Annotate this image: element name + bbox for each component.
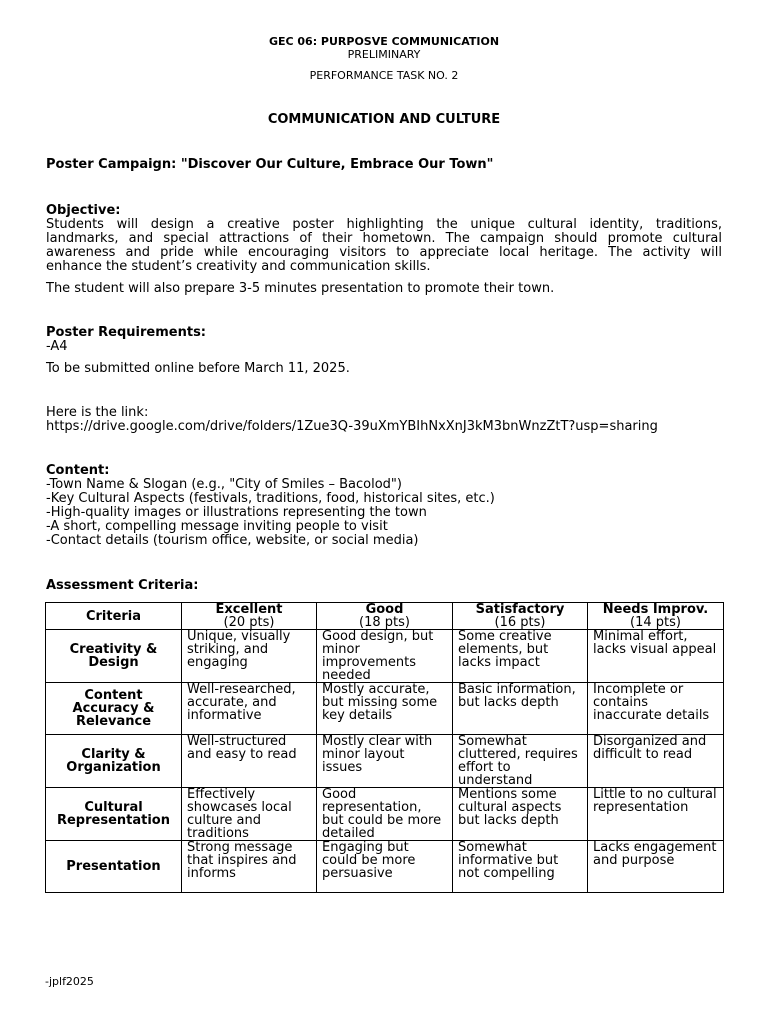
criteria-cell: Content Accuracy & Relevance: [46, 683, 182, 735]
table-row: [46, 630, 724, 683]
content-item: -Contact details (tourism office, website, or social media): [46, 533, 419, 548]
rubric-cell: Little to no cultural representation: [588, 788, 724, 841]
rubric-cell: Some creative elements, but lacks impact: [453, 630, 588, 683]
objective-line: enhance the student’s creativity and communication skills.: [46, 259, 431, 274]
objective-line: landmarks, and special attractions of their hometown. The campaign should promote cultural: [46, 231, 722, 246]
submission-link[interactable]: https://drive.google.com/drive/folders/1Zue3Q-39uXmYBIhNxXnJ3kM3bnWnzZtT?usp=sharing: [46, 419, 658, 434]
document-title: COMMUNICATION AND CULTURE: [267, 112, 501, 127]
poster-size: -A4: [46, 339, 68, 354]
header-satisfactory: Satisfactory (16 pts): [453, 603, 588, 630]
assessment-heading: Assessment Criteria:: [46, 578, 199, 593]
rubric-cell: Mostly accurate, but missing some key details: [317, 683, 453, 735]
criteria-cell: Presentation: [46, 841, 182, 893]
objective-line: Students will design a creative poster highlighting the unique cultural identity, traditions,: [46, 217, 722, 232]
rubric-cell: Mentions some cultural aspects but lacks depth: [453, 788, 588, 841]
rubric-cell: Good representation, but could be more detailed: [317, 788, 453, 841]
header-good: Good (18 pts): [317, 603, 453, 630]
header-criteria: Criteria: [46, 603, 182, 630]
rubric-header-row: [46, 603, 724, 630]
rubric-cell: Basic information, but lacks depth: [453, 683, 588, 735]
rubric-cell: Incomplete or contains inaccurate details: [588, 683, 724, 735]
rubric-cell: Unique, visually striking, and engaging: [182, 630, 317, 683]
table-row: [46, 788, 724, 841]
content-item: -High-quality images or illustrations representing the town: [46, 505, 427, 520]
content-item: -Key Cultural Aspects (festivals, traditions, food, historical sites, etc.): [46, 491, 495, 506]
content-item: -Town Name & Slogan (e.g., "City of Smiles – Bacolod"): [46, 477, 402, 492]
footer-signature: -jplf2025: [45, 975, 94, 988]
table-row: [46, 735, 724, 788]
course-title: GEC 06: PURPOSVE COMMUNICATION: [268, 35, 500, 48]
content-heading: Content:: [46, 463, 110, 478]
table-row: [46, 683, 724, 735]
link-label: Here is the link:: [46, 405, 149, 420]
header-needs-improvement: Needs Improv. (14 pts): [588, 603, 724, 630]
rubric-cell: Engaging but could be more persuasive: [317, 841, 453, 893]
rubric-cell: Disorganized and difficult to read: [588, 735, 724, 788]
header-excellent: Excellent (20 pts): [182, 603, 317, 630]
objective-paragraph: [46, 218, 722, 274]
campaign-title: Poster Campaign: "Discover Our Culture, Embrace Our Town": [46, 157, 494, 172]
objective-heading: Objective:: [46, 203, 121, 218]
rubric-cell: Mostly clear with minor layout issues: [317, 735, 453, 788]
content-item: -A short, compelling message inviting people to visit: [46, 519, 388, 534]
criteria-cell: Clarity & Organization: [46, 735, 182, 788]
rubric-cell: Effectively showcases local culture and traditions: [182, 788, 317, 841]
criteria-cell: Creativity & Design: [46, 630, 182, 683]
criteria-cell: Cultural Representation: [46, 788, 182, 841]
rubric-cell: Strong message that inspires and informs: [182, 841, 317, 893]
rubric-cell: Lacks engagement and purpose: [588, 841, 724, 893]
rubric-cell: Minimal effort, lacks visual appeal: [588, 630, 724, 683]
term-label: PRELIMINARY: [347, 48, 421, 61]
rubric-cell: Well-researched, accurate, and informative: [182, 683, 317, 735]
rubric-cell: Good design, but minor improvements needed: [317, 630, 453, 683]
rubric-cell: Somewhat informative but not compelling: [453, 841, 588, 893]
rubric-cell: Well-structured and easy to read: [182, 735, 317, 788]
presentation-note: The student will also prepare 3-5 minutes presentation to promote their town.: [46, 281, 555, 296]
content-list: [46, 478, 722, 548]
table-row: [46, 841, 724, 893]
task-label: PERFORMANCE TASK NO. 2: [309, 69, 459, 82]
requirements-heading: Poster Requirements:: [46, 325, 207, 340]
deadline-text: To be submitted online before March 11, 2025.: [46, 361, 350, 376]
rubric-table: [45, 602, 724, 893]
objective-line: awareness and pride while encouraging visitors to appreciate local heritage. The activity will: [46, 245, 722, 260]
rubric-cell: Somewhat cluttered, requires effort to understand: [453, 735, 588, 788]
